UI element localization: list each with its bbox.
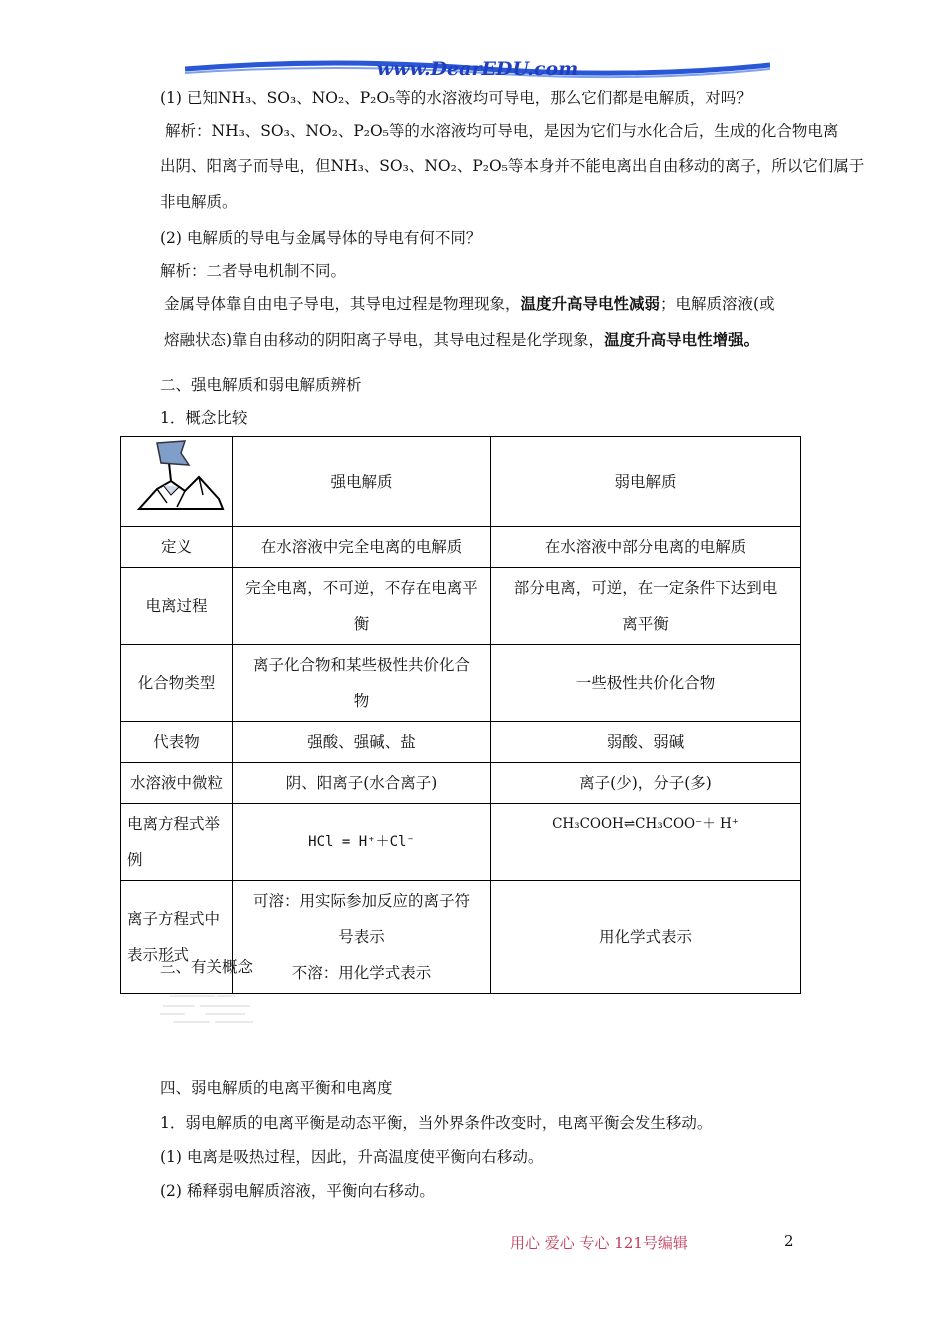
q2-emphasis-weaken: 温度升高导电性减弱: [520, 295, 661, 313]
cell-weak: 用化学式表示: [491, 881, 801, 994]
q1-answer-line3: 非电解质。: [160, 193, 238, 211]
page-number: 2: [784, 1232, 794, 1250]
header-strong: 强电解质: [233, 437, 491, 527]
site-url: www.DearEDU.com: [376, 58, 579, 80]
cell-weak: 一些极性共价化合物: [491, 645, 801, 722]
row-key: 定义: [121, 527, 233, 568]
q2-answer: 解析：二者导电机制不同。: [160, 262, 347, 280]
cell-line: 不溶：用化学式表示: [291, 964, 432, 982]
q2-detail-text: 熔融状态)靠自由移动的阴阳离子导电，其导电过程是化学现象，: [164, 331, 605, 349]
q2-emphasis-strengthen: 温度升高导电性增强。: [604, 331, 760, 349]
cell-weak: 弱酸、弱碱: [491, 722, 801, 763]
comparison-table: [120, 436, 801, 994]
table-header-row: [121, 437, 801, 527]
cell-weak: [491, 568, 801, 645]
cell-strong: [233, 645, 491, 722]
cell-strong: 强酸、强碱、盐: [233, 722, 491, 763]
section3-title: 三、有关概念: [160, 958, 254, 976]
section4-p3: (2) 稀释弱电解质溶液，平衡向右移动。: [160, 1182, 435, 1200]
section4-p2: (1) 电离是吸热过程，因此，升高温度使平衡向右移动。: [160, 1148, 544, 1166]
q1-answer-line2: 出阴、阳离子而导电，但NH₃、SO₃、NO₂、P₂O₅等本身并不能电离出自由移动的离子，所以它们属于: [160, 157, 865, 175]
row-key: [121, 804, 233, 881]
section2-title: 二、强电解质和弱电解质辨析: [160, 376, 362, 394]
cell-strong: [233, 881, 491, 994]
q2-detail-text: ；电解质溶液(或: [660, 295, 775, 313]
cell-strong: [233, 568, 491, 645]
cell-line: 离子化合物和某些极性共价化合: [252, 656, 470, 674]
table-row: [121, 568, 801, 645]
q1-question: (1) 已知NH₃、SO₃、NO₂、P₂O₅等的水溶液均可导电，那么它们都是电解质，对吗？: [160, 89, 752, 107]
table-row: [121, 645, 801, 722]
cell-strong: 阴、阳离子(水合离子): [233, 763, 491, 804]
cell-weak-equation: CH₃COOH⇌CH₃COO⁻＋ H⁺: [491, 804, 801, 881]
table-row: [121, 804, 801, 881]
cell-strong-equation: HCl = H⁺＋Cl⁻: [233, 804, 491, 881]
q2-question: (2) 电解质的导电与金属导体的导电有何不同？: [160, 229, 482, 247]
mountain-flag-icon: [127, 437, 227, 513]
cell-weak: 在水溶液中部分电离的电解质: [491, 527, 801, 568]
q1-answer-line1: 解析：NH₃、SO₃、NO₂、P₂O₅等的水溶液均可导电，是因为它们与水化合后，生成的化合物电离: [165, 122, 839, 140]
footer-text: 用心 爱心 专心 121号编辑: [510, 1234, 688, 1252]
q2-detail-line2: [164, 328, 759, 350]
cell-line: 部分电离，可逆，在一定条件下达到电: [513, 579, 778, 597]
cell-line: 可溶：用实际参加反应的离子符: [252, 892, 470, 910]
faded-diagram-icon: [155, 990, 255, 1025]
cell-weak: 离子(少)，分子(多): [491, 763, 801, 804]
section2-subtitle: 1．概念比较: [160, 409, 248, 427]
section4-p1: 1．弱电解质的电离平衡是动态平衡，当外界条件改变时，电离平衡会发生移动。: [160, 1114, 713, 1132]
table-corner-cell: [121, 437, 233, 527]
table-row: [121, 722, 801, 763]
cell-line: 电离方程式举: [127, 815, 221, 833]
row-key: 代表物: [121, 722, 233, 763]
q2-detail-text: 金属导体靠自由电子导电，其导电过程是物理现象，: [164, 295, 521, 313]
cell-line: 例: [127, 851, 143, 869]
site-header: [185, 55, 770, 89]
table-row: [121, 527, 801, 568]
row-key: 电离过程: [121, 568, 233, 645]
cell-line: 离子方程式中: [127, 910, 221, 928]
row-key: 水溶液中微粒: [121, 763, 233, 804]
section4-title: 四、弱电解质的电离平衡和电离度: [160, 1079, 393, 1097]
cell-line: 表示形式: [127, 946, 190, 964]
cell-line: 完全电离，不可逆，不存在电离平: [245, 579, 478, 597]
cell-line: 离平衡: [622, 615, 669, 633]
cell-line: 衡: [353, 615, 370, 633]
table-row: [121, 763, 801, 804]
q2-detail-line1: [164, 292, 775, 314]
row-key: 化合物类型: [121, 645, 233, 722]
cell-line: 号表示: [338, 928, 385, 946]
header-weak: 弱电解质: [491, 437, 801, 527]
cell-line: 物: [353, 692, 370, 710]
cell-strong: 在水溶液中完全电离的电解质: [233, 527, 491, 568]
